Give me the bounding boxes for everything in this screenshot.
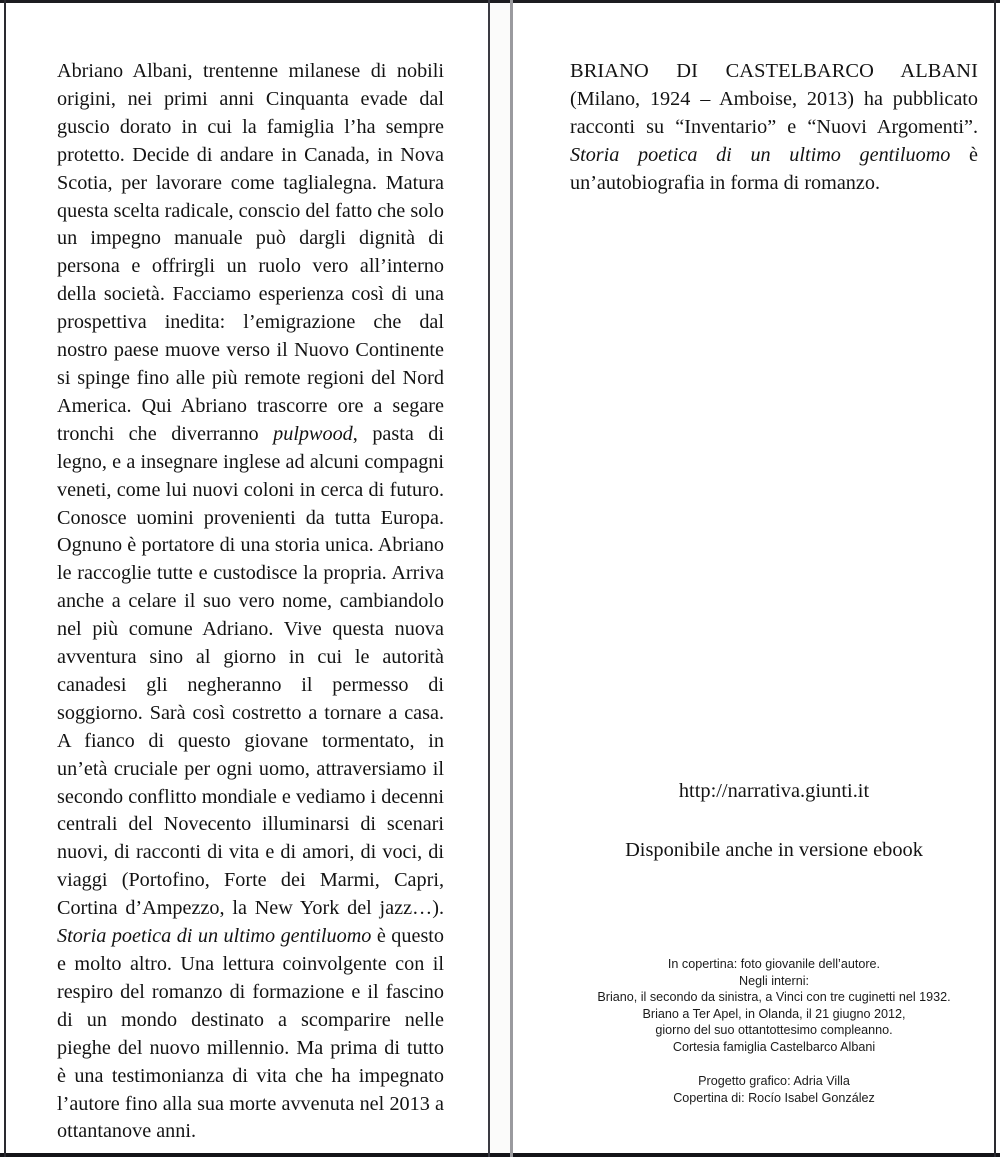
- publisher-website-url[interactable]: http://narrativa.giunti.it: [678, 780, 870, 802]
- image-credits-block: [570, 956, 978, 1056]
- fold-rule-dark: [488, 0, 490, 1157]
- credit-line: giorno del suo ottantottesimo compleanno.: [655, 1023, 893, 1038]
- fold-gutter: [490, 3, 510, 1153]
- credit-line: Briano, il secondo da sinistra, a Vinci con tre cuginetti nel 1932.: [597, 990, 951, 1005]
- author-bio: [570, 58, 978, 198]
- ebook-availability-note: Disponibile anche in versione ebook: [625, 839, 923, 861]
- credit-line: Copertina di: Rocío Isabel González: [673, 1090, 875, 1105]
- credit-line: Negli interni:: [739, 973, 809, 988]
- page-frame-bottom-rule: [0, 1153, 1000, 1157]
- credit-line: Briano a Ter Apel, in Olanda, il 21 giugno 2012,: [642, 1006, 906, 1021]
- credit-line: Progetto grafico: Adria Villa: [698, 1074, 850, 1088]
- design-credits-block: [570, 1073, 978, 1106]
- credit-line: In copertina: foto giovanile dell’autore.: [667, 957, 881, 971]
- author-name: BRIANO DI CASTELBARCO ALBANI: [570, 60, 978, 82]
- page-frame-right-rule: [994, 0, 996, 1157]
- credit-line: Cortesia famiglia Castelbarco Albani: [672, 1039, 876, 1054]
- back-cover-blurb: Abriano Albani, trentenne milanese di nobili origini, nei primi anni Cinquanta evade dal guscio dorato in cui la famiglia l’ha sempre protetto. Decide di andare in Canada, in Nova Scotia, per lavorare come taglialegna. Matura questa scelta radicale, conscio del fatto che solo un impegno manuale può dargli dignità di persona e offrirgli un ruolo vero all’interno della società. Facciamo esperienza così di una prospettiva inedita: l’emigrazione che dal nostro paese muove verso il Nuovo Continente si spinge fino alle più remote regioni del Nord America. Qui Abriano trascorre ore a segare tronchi che diverranno pulpwood, pasta di legno, e a insegnare inglese ad alcuni compagni veneti, come lui nuovi coloni in cerca di futuro. Conosce uomini provenienti da tutta Europa. Ognuno è portatore di una storia unica. Abriano le raccoglie tutte e custodisce la propria. Arriva anche a celare il suo vero nome, cambiandolo nel più comune Adriano. Vive questa nuova avventura sino al giorno in cui le autorità canadesi gli negheranno il permesso di soggiorno. Sarà così costretto a tornare a casa. A fianco di questo giovane tormentato, in un’età cruciale per ogni uomo, attraversiamo il secondo conflitto mondiale e vediamo i decenni centrali del Novecento illuminarsi di scenari nuovi, di racconti di vita e di amori, di voci, di viaggi (Portofino, Forte dei Marmi, Capri, Cortina d’Ampezzo, la New York del jazz…). Storia poetica di un ultimo gentiluomo è questo e molto altro. Una lettura coinvolgente con il respiro del romanzo di formazione e il fascino di un mondo destinato a scomparire nelle pieghe del nuovo millennio. Ma prima di tutto è una testimonianza di vita che ha impegnato l’autore fino alla sua morte avvenuta nel 2013 a ottantanove anni.: [57, 60, 445, 1143]
- page-frame-left-rule: [4, 0, 6, 1157]
- fold-rule-gray: [510, 0, 513, 1157]
- front-flap-panel: [570, 58, 978, 198]
- author-bio-body: (Milano, 1924 – Amboise, 2013) ha pubblicato racconti su “Inventario” e “Nuovi Argomenti”. Storia poetica di un ultimo gentiluomo è un’autobiografia in forma di romanzo.: [570, 87, 978, 194]
- back-flap-panel: [57, 58, 444, 1146]
